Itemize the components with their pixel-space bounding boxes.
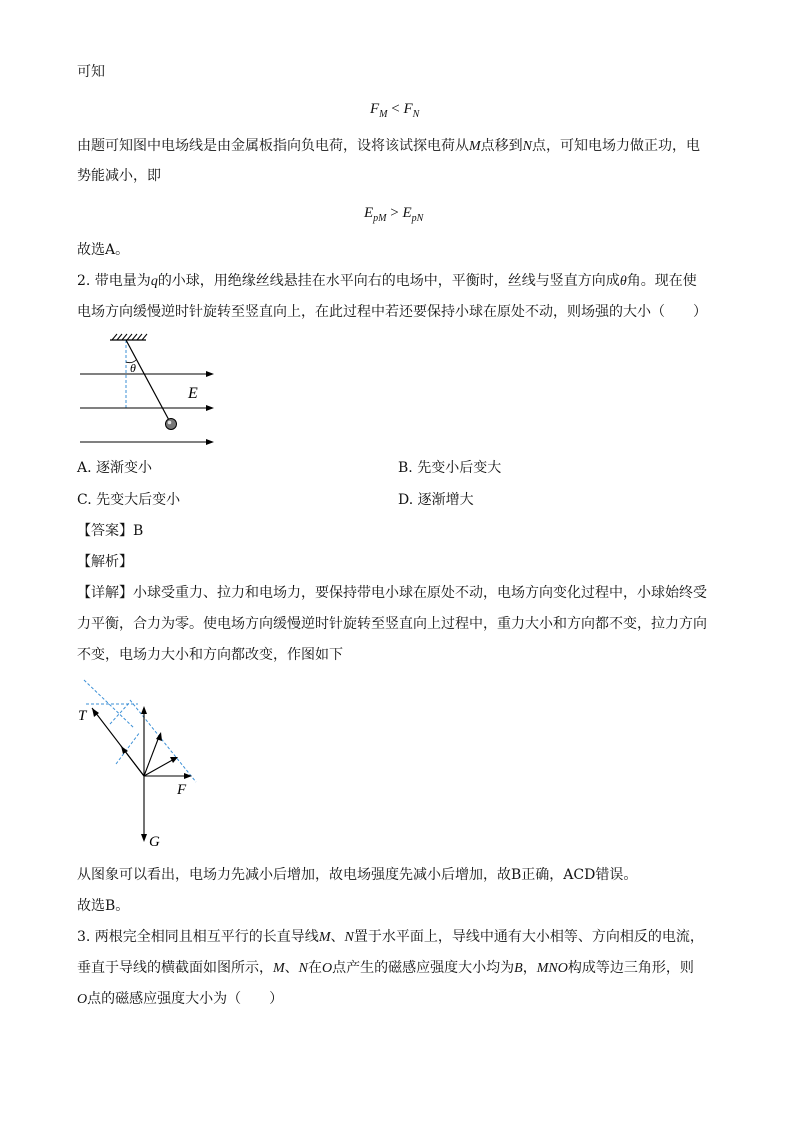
option-b[interactable]: B. 先变小后变大 bbox=[398, 460, 502, 476]
question-2-stem: 2. 带电量为q的小球，用绝缘丝线悬挂在水平向右的电场中，平衡时，丝线与竖直方向成θ角。现在使 bbox=[77, 273, 697, 289]
question-2-stem: 电场方向缓慢逆时针旋转至竖直向上，在此过程中若还要保持小球在原处不动，则场强的大小（ ） bbox=[77, 304, 707, 320]
question-3-stem: 垂直于导线的横截面如图所示，M、N在O点产生的磁感应强度大小均为B，MNO构成等边三角形，则 bbox=[77, 960, 694, 976]
equation-force: $F_M < F_N$ bbox=[370, 101, 420, 120]
question-3-stem: 3. 两根完全相同且相互平行的长直导线M、N置于水平面上，导线中通有大小相等、方向相反的电流， bbox=[77, 929, 704, 945]
answer-label: 【答案】B bbox=[77, 523, 144, 539]
analysis-label: 【解析】 bbox=[77, 554, 133, 570]
electric-field-figure bbox=[80, 332, 220, 450]
question-3-stem: O点的磁感应强度大小为（ ） bbox=[77, 991, 284, 1007]
field-label-E: E bbox=[188, 385, 198, 402]
detail-line: 力平衡，合力为零。使电场方向缓慢逆时针旋转至竖直向上过程中，重力大小和方向都不变，拉力方向 bbox=[77, 616, 707, 632]
detail-line: 【详解】小球受重力、拉力和电场力，要保持带电小球在原处不动，电场方向变化过程中，小球始终受 bbox=[77, 585, 707, 601]
equation-energy: $E_{pM} > E_{pN}$ bbox=[364, 205, 424, 224]
gravity-label-G: G bbox=[149, 834, 160, 850]
tension-label-T: T bbox=[78, 708, 87, 724]
force-diagram bbox=[74, 678, 206, 852]
detail-line: 不变，电场力大小和方向都改变，作图如下 bbox=[77, 647, 343, 663]
theta-label: θ bbox=[130, 361, 136, 375]
option-a[interactable]: A. 逐渐变小 bbox=[77, 460, 153, 476]
option-d[interactable]: D. 逐渐增大 bbox=[398, 492, 474, 508]
conclusion-line: 从图象可以看出，电场力先减小后增加，故电场强度先减小后增加，故B正确，ACD错误。 bbox=[77, 867, 638, 883]
option-c[interactable]: C. 先变大后变小 bbox=[77, 492, 181, 508]
intro-text: 可知 bbox=[77, 64, 105, 80]
force-label-F: F bbox=[177, 782, 187, 798]
answer-line: 故选B。 bbox=[77, 898, 130, 914]
paragraph-line: 势能减小，即 bbox=[77, 168, 161, 184]
answer-line: 故选A。 bbox=[77, 242, 130, 258]
paragraph-line: 由题可知图中电场线是由金属板指向负电荷，设将该试探电荷从M点移到N点，可知电场力做正功，电 bbox=[77, 138, 701, 154]
